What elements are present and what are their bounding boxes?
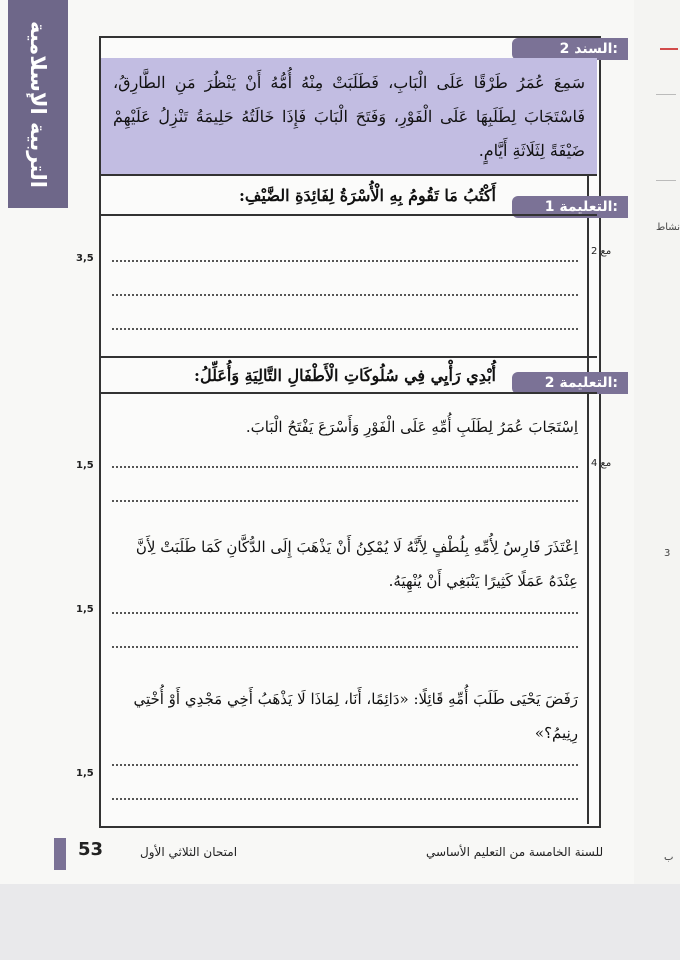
edge-mark-mid: 3 — [664, 548, 671, 559]
item-score: 1,5 — [76, 768, 94, 779]
task1-score: 3,5 — [76, 253, 94, 264]
answer-line — [112, 466, 578, 468]
passage-text: سَمِعَ عُمَرُ طَرْقًا عَلَى الْبَابِ، فَطَلَبَتْ مِنْهُ أُمُّهُ أَنْ يَنْظُرَ مَنِ الطَّارِقُ، فَاسْتَجَابَ لِطَلَبِهَا عَلَى الْفَوْرِ، وَفَتَحَ الْبَابَ فَإِذَا خَالَتُهُ حَلِيمَةُ تَنْزِلُ عَلَيْهِمْ ضَيْفَةً لِثَلَاثَةِ أَيَّامٍ. — [113, 73, 585, 160]
page-number: 53 — [78, 839, 104, 860]
behavior-item: اِسْتَجَابَ عُمَرُ لِطَلَبِ أُمِّهِ عَلَى الْفَوْرِ وَأَسْرَعَ يَفْتَحُ الْبَابَ. — [245, 418, 578, 436]
edge-mark-top: نشاط — [656, 222, 680, 233]
next-page-line — [656, 180, 676, 181]
answer-line — [112, 612, 578, 614]
footer-exam: امتحان الثلاثي الأول — [140, 845, 238, 859]
footer-level: للسنة الخامسة من التعليم الأساسي — [426, 845, 604, 859]
passage-box — [101, 58, 597, 174]
behavior-item: رَفَضَ يَحْيَى طَلَبَ أُمِّهِ قَائِلًا: «دَائِمًا، أَنَا، لِمَاذَا لَا يَذْهَبُ أَخِي مَجْدِي أَوْ أُخْتِي رِنِيمُ؟» — [133, 690, 578, 742]
edge-mark-low: ب — [664, 852, 674, 863]
divider — [101, 174, 597, 176]
item-score: 1,5 — [76, 604, 94, 615]
subject-tab — [8, 0, 68, 208]
answer-line — [112, 294, 578, 296]
divider — [101, 214, 597, 216]
answer-line — [112, 500, 578, 502]
passage-header: السند 2: — [512, 38, 628, 60]
subject-tab-label: التربية الإسلامية — [26, 20, 50, 188]
answer-line — [112, 646, 578, 648]
criteria-column — [587, 174, 599, 824]
answer-line — [112, 328, 578, 330]
task2-header: التعليمة 2: — [512, 372, 628, 394]
divider — [101, 356, 597, 358]
task1-question: أَكْتُبُ مَا تَقُومُ بِهِ الْأُسْرَةُ لِفَائِدَةِ الضَّيْفِ: — [239, 186, 496, 205]
next-page-red-line — [660, 48, 678, 50]
task1-header: التعليمة 1: — [512, 196, 628, 218]
desk-surface — [0, 884, 680, 960]
answer-line — [112, 260, 578, 262]
next-page-edge — [628, 0, 680, 890]
footer-bar — [54, 838, 66, 870]
item-score: 1,5 — [76, 460, 94, 471]
behavior-item: اِعْتَذَرَ فَارِسُ لِأُمِّهِ بِلُطْفٍ لِأَنَّهُ لَا يُمْكِنُ أَنْ يَذْهَبَ إِلَى الدُّكَّانِ كَمَا طَلَبَتْ لِأَنَّ عِنْدَهُ عَمَلًا كَثِيرًا يَنْبَغِي أَنْ يُنْهِيَهُ. — [135, 538, 578, 590]
task2-criterion: مع 4 — [591, 458, 612, 469]
answer-line — [112, 798, 578, 800]
next-page-line — [656, 94, 676, 95]
task1-criterion: مع 2 — [591, 246, 612, 257]
task2-question: أُبْدِي رَأْيِي فِي سُلُوكَاتِ الْأَطْفَالِ التَّالِيَةِ وَأُعَلِّلُ: — [194, 366, 496, 385]
divider — [101, 392, 597, 394]
answer-line — [112, 764, 578, 766]
